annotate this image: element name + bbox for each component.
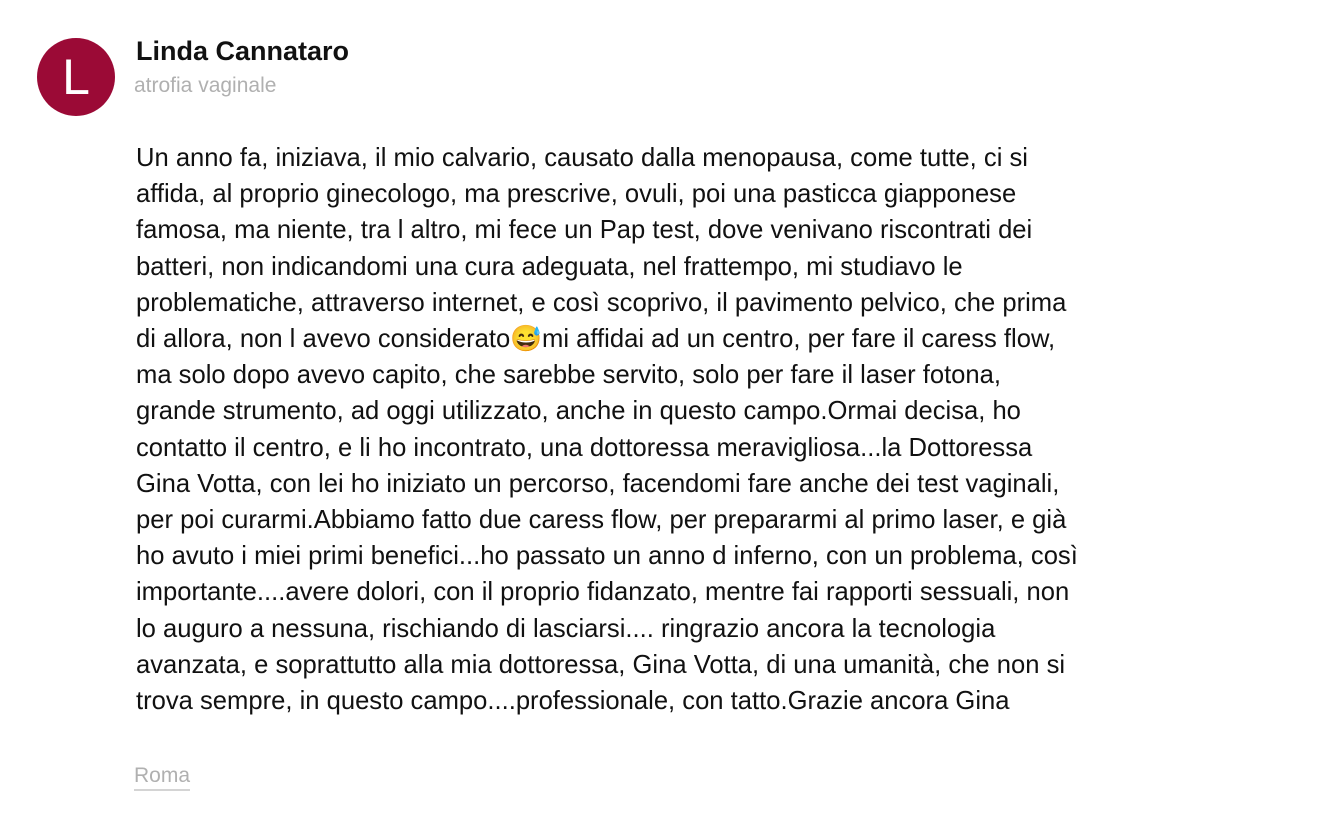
- review-topic: atrofia vaginale: [134, 74, 277, 97]
- avatar: [37, 38, 115, 116]
- review-text: Un anno fa, iniziava, il mio calvario, causato dalla menopausa, come tutte, ci si affida, al proprio ginecologo, ma prescrive, ovuli, poi una pasticca giapponese famosa, ma niente, tra l altro, mi fece un Pap test, dove venivano riscontrati dei batteri, non indicandomi una cura adeguata, nel frattempo, mi studiavo le problematiche, attraverso internet, e così scoprivo, il pavimento pelvico, che prima di allora, non l avevo considerato😅mi affidai ad un centro, per fare il caress flow, ma solo dopo avevo capito, che sarebbe servito, solo per fare il laser fotona, grande strumento, ad oggi utilizzato, anche in questo campo.Ormai decisa, ho contatto il centro, e li ho incontrato, una dottoressa meravigliosa...la Dottoressa Gina Votta, con lei ho iniziato un percorso, facendomi fare anche dei test vaginali, per poi curarmi.Abbiamo fatto due caress flow, per prepararmi al primo laser, e già ho avuto i miei primi benefici...ho passato un anno d inferno, con un problema, così importante....avere dolori, con il proprio fidanzato, mentre fai rapporti sessuali, non lo auguro a nessuna, rischiando di lasciarsi.... ringrazio ancora la tecnologia avanzata, e soprattutto alla mia dottoressa, Gina Votta, di una umanità, che non si trova sempre, in questo campo....professionale, con tatto.Grazie ancora Gina: [136, 144, 1078, 716]
- author-name: Linda Cannataro: [136, 36, 350, 66]
- avatar-letter: L: [62, 49, 90, 105]
- location-link[interactable]: Roma: [134, 764, 190, 791]
